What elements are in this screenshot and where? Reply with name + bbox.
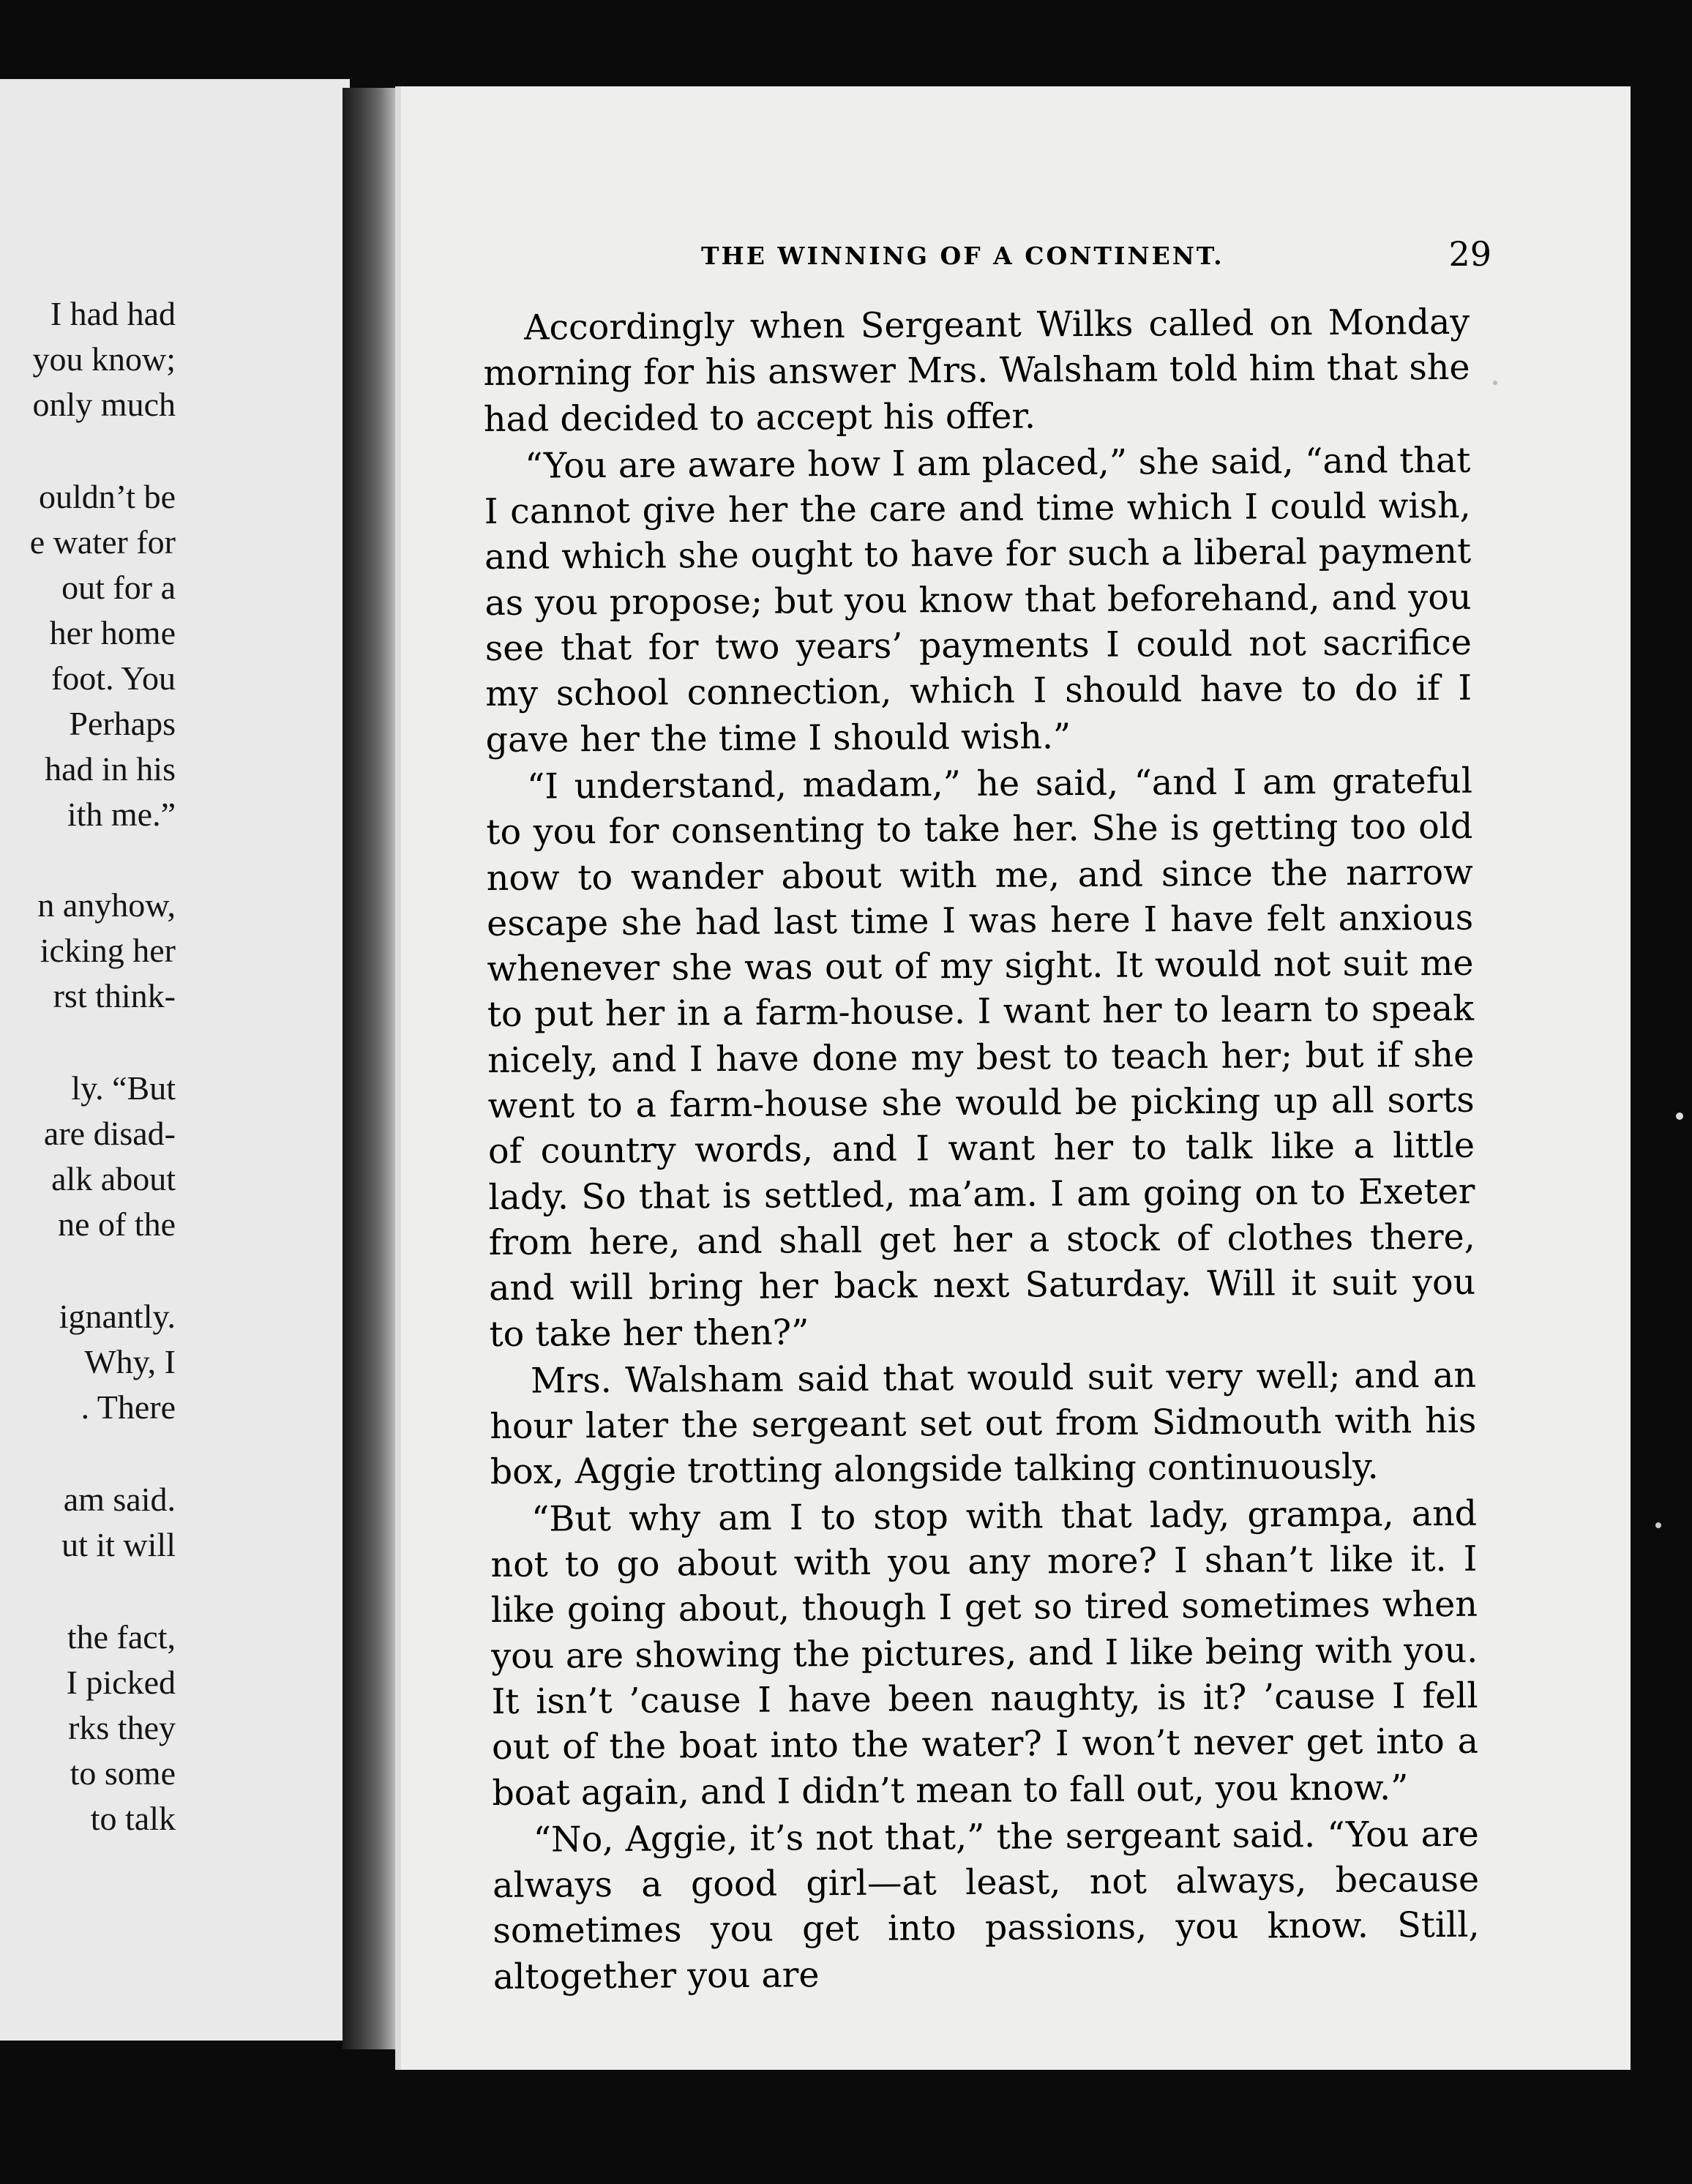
paragraph: Mrs. Walsham said that would suit very well; and an hour later the sergeant set out from Sidmouth with his box, Aggie trotting alongside talking continuously. (490, 1355, 1477, 1493)
left-page-line: had in his (45, 750, 176, 788)
left-page-line: ne of the (58, 1205, 176, 1243)
left-page-line: foot. You (50, 659, 176, 697)
left-page-line: alk about (51, 1160, 176, 1197)
left-page-line: ignantly. (59, 1298, 176, 1335)
left-page-line: her home (49, 614, 176, 651)
left-page-line: out for a (61, 569, 176, 606)
left-page-line: ouldn’t be (39, 478, 176, 515)
left-page-line: the fact, (67, 1618, 176, 1656)
left-page-line: rks they (68, 1709, 176, 1746)
paragraph: “But why am I to stop with that lady, grampa, and not to go about with you any more? I shan’t like it. I like going about, though I get so tired sometimes when you are showing the pictures, and I like being with you. It isn’t ’cause I have been naughty, is it? ’cause I fell out of the boat into the water? I won’t never get into a boat again, and I didn’t mean to fall out, you know.” (490, 1493, 1479, 1814)
right-page (395, 86, 1631, 2070)
paragraph: “I understand, madam,” he said, “and I am grateful to you for consenting to take her. She is getting too old now to wander about with me, and since the narrow escape she had last time I was here I have felt anxious whenever she was out of my sight. It would not suit me to put her in a farm-house. I want her to learn to speak nicely, and I have done my best to teach her; but if she went to a farm-house she would be picking up all sorts of country words, and I want her to talk like a little lady. So that is settled, ma’am. I am going on to Exeter from here, and shall get her a stock of clothes there, and will bring her back next Saturday. Will it suit you to take her then?” (486, 760, 1476, 1355)
running-title: THE WINNING OF A CONTINENT. (701, 242, 1224, 270)
scan-speck (1676, 1112, 1683, 1120)
left-page-line: icking her (40, 932, 176, 969)
page-number: 29 (1448, 234, 1491, 274)
scan-speck (1493, 381, 1497, 385)
left-page-line: are disad- (43, 1115, 176, 1152)
left-page-line: I picked (66, 1664, 176, 1701)
paragraph: “No, Aggie, it’s not that,” the sergeant said. “You are always a good girl—at least, not always, because sometimes you get into passions, you know. Still, altogether you are (493, 1814, 1480, 1997)
left-page-line: Perhaps (69, 705, 176, 742)
left-page-line: rst think- (53, 977, 176, 1014)
scan-speck (1655, 1522, 1661, 1528)
left-page-line: to some (70, 1754, 176, 1792)
left-page-line: n anyhow, (37, 886, 176, 924)
left-page-line: . There (81, 1388, 176, 1426)
body-text (483, 300, 1480, 2000)
left-page-line: ly. “But (71, 1069, 176, 1107)
left-page-line: you know; (32, 340, 176, 378)
running-head (701, 234, 1491, 283)
left-page-line: am said. (63, 1481, 176, 1518)
left-page-line: e water for (29, 523, 176, 561)
left-page-line: ith me.” (67, 796, 176, 833)
left-page-line: to talk (90, 1800, 176, 1837)
paragraph: Accordingly when Sergeant Wilks called on Monday morning for his answer Mrs. Walsham told him that she had decided to accept his offer. (483, 302, 1470, 440)
book-gutter (342, 88, 395, 2049)
left-page-line: I had had (50, 295, 176, 332)
paragraph: “You are aware how I am placed,” she said, “and that I cannot give her the care and time which I could wish, and which she ought to have for such a liberal payment as you propose; but you know that beforehand, and you see that for two years’ payments I could not sacrifice my school connection, which I should have to do if I gave her the time I should wish.” (484, 440, 1472, 760)
left-page (0, 79, 350, 2041)
left-page-line: Why, I (84, 1343, 176, 1380)
left-page-line: ut it will (61, 1526, 176, 1563)
left-page-line: only much (32, 386, 176, 423)
